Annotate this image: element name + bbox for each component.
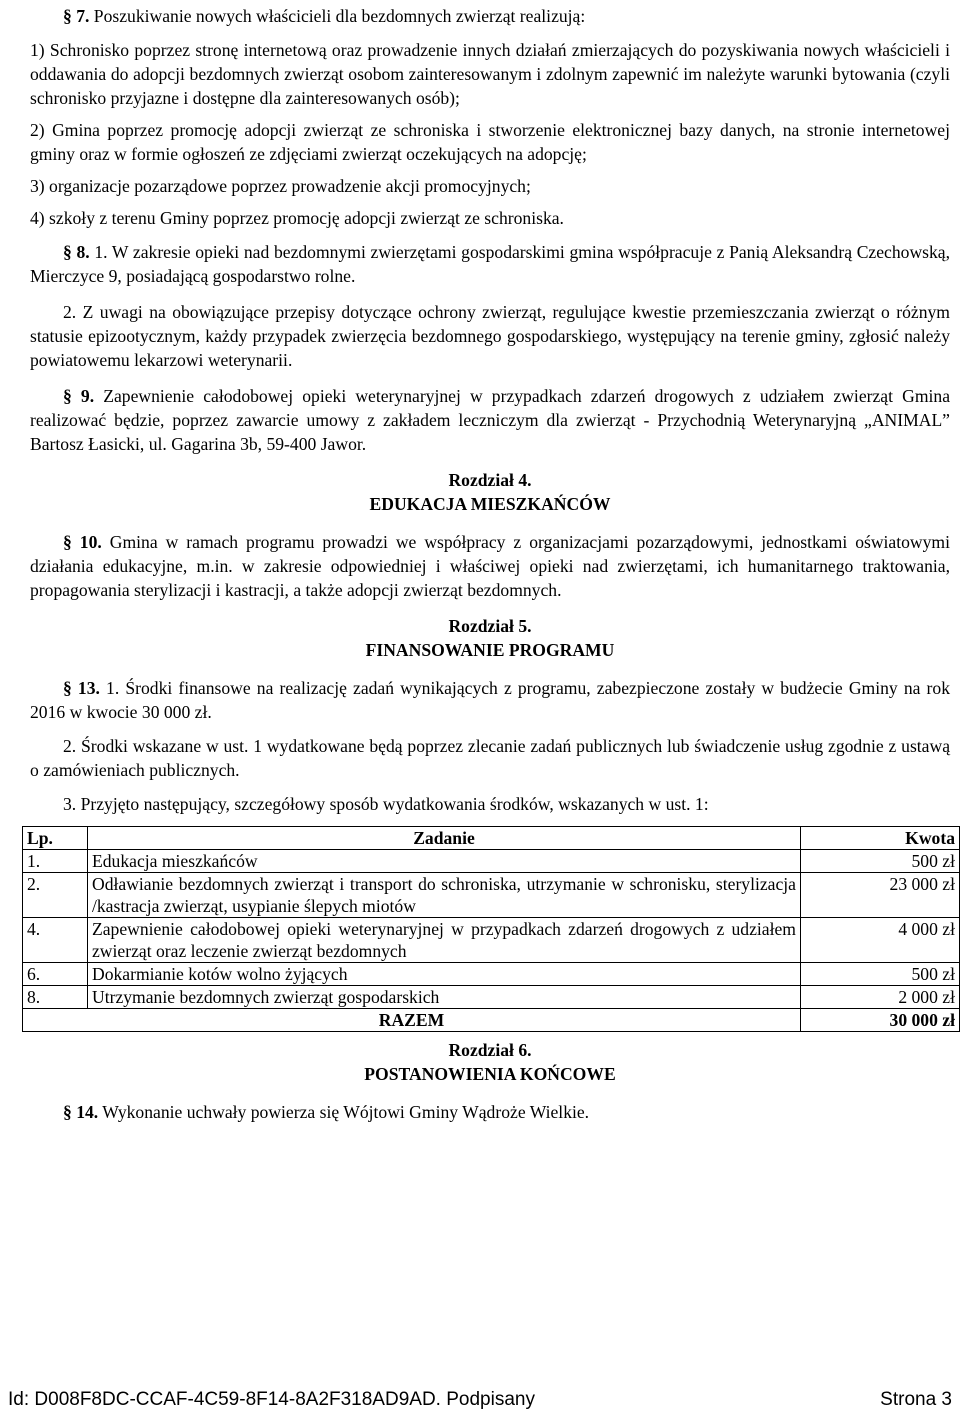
table-cell-amount: 4 000 zł [801,918,960,963]
column-header-lp: Lp. [23,827,88,850]
paragraph-number: § 9. [63,386,95,406]
table-row [23,963,960,986]
paragraph-10 [30,530,950,602]
table-cell-task: Edukacja mieszkańców [88,850,801,873]
paragraph-9 [30,384,950,456]
table-total-row [23,1009,960,1032]
paragraph-text: Poszukiwanie nowych właścicieli dla bezdomnych zwierząt realizują: [93,6,586,26]
table-cell-lp: 6. [23,963,88,986]
table-row [23,850,960,873]
paragraph-text: 1. Środki finansowe na realizację zadań wynikających z programu, zabezpieczone zostały w budżecie Gminy na rok 2016 w kwocie 30 000 zł. [30,678,951,722]
chapter-title-text: EDUKACJA MIESZKAŃCÓW [369,494,611,514]
table-cell-task: Zapewnienie całodobowej opieki weterynaryjnej w przypadkach zdarzeń drogowych z udziałem zwierząt oraz leczenie zwierząt bezdomnych [88,918,801,963]
chapter-label [30,468,950,492]
paragraph-text: 1. W zakresie opieki nad bezdomnymi zwierzętami gospodarskimi gmina współpracuje z Panią Aleksandrą Czechowską, Mierczyce 9, posiadającą gospodarstwo rolne. [30,242,951,286]
table-cell-amount: 500 zł [801,850,960,873]
chapter-title-text: POSTANOWIENIA KOŃCOWE [364,1064,616,1084]
paragraph-8-2: 2. Z uwagi na obowiązujące przepisy dotyczące ochrony zwierząt, regulujące kwestie przemieszczania zwierząt o różnym statusie epizootycznym, każdy przypadek zwierzęcia bezdomnego gospodarskiego, występujący na terenie gminy, zgłosić należy powiatowemu lekarzowi weterynarii. [30,302,950,370]
paragraph-13-1 [30,676,950,724]
list-item: 4) szkoły z terenu Gminy poprzez promocję adopcji zwierząt ze schroniska. [30,208,564,228]
table-total-label: RAZEM [23,1009,801,1032]
paragraph-13-3: 3. Przyjęto następujący, szczegółowy sposób wydatkowania środków, wskazanych w ust. 1: [63,794,709,814]
chapter-title [30,638,950,662]
page-number: Strona 3 [880,1389,952,1410]
paragraph-number: § 10. [63,532,102,552]
chapter-label-text: Rozdział 5. [448,616,532,636]
table-cell-lp: 8. [23,986,88,1009]
chapter-label-text: Rozdział 4. [448,470,532,490]
paragraph-text: Zapewnienie całodobowej opieki weterynaryjnej w przypadkach zdarzeń drogowych z udziałem zwierząt Gmina realizować będzie, poprzez zawarcie umowy z zakładem leczniczym dla zwierząt - Przychodnią Weterynaryjną „ANIMAL” Bartosz Łasicki, ul. Gagarina 3b, 59-400 Jawor. [30,386,951,454]
paragraph-number: § 14. [63,1102,99,1122]
table-cell-lp: 4. [23,918,88,963]
paragraph-number: § 8. [63,242,90,262]
table-cell-lp: 2. [23,873,88,918]
table-cell-lp: 1. [23,850,88,873]
paragraph-number: § 7. [63,6,90,26]
column-header-amount: Kwota [801,827,960,850]
table-header-row [23,827,960,850]
paragraph-8-1 [30,240,950,288]
table-cell-amount: 23 000 zł [801,873,960,918]
table-cell-amount: 2 000 zł [801,986,960,1009]
paragraph-text: Gmina w ramach programu prowadzi we współpracy z organizacjami pozarządowymi, jednostkami oświatowymi działania edukacyjne, m.in. w zakresie odpowiedniej i właściwej opieki nad zwierzętami, ich humanitarnego traktowania, propagowania sterylizacji i kastracji, a także adopcji zwierząt bezdomnych. [30,532,951,600]
chapter-title [30,1062,950,1086]
chapter-title [30,492,950,516]
page-footer [8,1388,952,1412]
paragraph-7-heading [30,4,950,28]
table-row [23,986,960,1009]
table-row [23,873,960,918]
chapter-label [30,1038,950,1062]
paragraph-number: § 13. [63,678,100,698]
table-cell-task: Odławianie bezdomnych zwierząt i transport do schroniska, utrzymanie w schronisku, sterylizacja /kastracja zwierząt, usypianie ślepych miotów [88,873,801,918]
table-total-amount: 30 000 zł [801,1009,960,1032]
list-item: 2) Gmina poprzez promocję adopcji zwierząt ze schroniska i stworzenie elektronicznej bazy danych, na stronie internetowej gminy oraz w formie ogłoszeń ze zdjęciami zwierząt oczekujących na adopcję; [30,120,950,164]
paragraph-14 [30,1100,950,1124]
chapter-title-text: FINANSOWANIE PROGRAMU [365,640,615,660]
budget-table [22,826,960,1032]
list-item: 3) organizacje pozarządowe poprzez prowadzenie akcji promocyjnych; [30,176,531,196]
column-header-task: Zadanie [88,827,801,850]
table-cell-task: Dokarmianie kotów wolno żyjących [88,963,801,986]
table-row [23,918,960,963]
table-cell-task: Utrzymanie bezdomnych zwierząt gospodarskich [88,986,801,1009]
list-item: 1) Schronisko poprzez stronę internetową oraz prowadzenie innych działań zmierzających do pozyskiwania nowych właścicieli i oddawania do adopcji bezdomnych zwierząt osobom zainteresowanym i zdolnym zapewnić im należyte warunki bytowania (czyli schronisko przyjazne i dostępne dla zainteresowanych osób); [30,40,950,108]
document-body [27,0,955,1124]
table-cell-amount: 500 zł [801,963,960,986]
document-id: Id: D008F8DC-CCAF-4C59-8F14-8A2F318AD9AD. Podpisany [8,1389,535,1410]
chapter-label [30,614,950,638]
paragraph-text: Wykonanie uchwały powierza się Wójtowi Gminy Wądroże Wielkie. [102,1102,590,1122]
paragraph-13-2: 2. Środki wskazane w ust. 1 wydatkowane będą poprzez zlecanie zadań publicznych lub świadczenie usług zgodnie z ustawą o zamówieniach publicznych. [30,736,950,780]
chapter-label-text: Rozdział 6. [448,1040,532,1060]
